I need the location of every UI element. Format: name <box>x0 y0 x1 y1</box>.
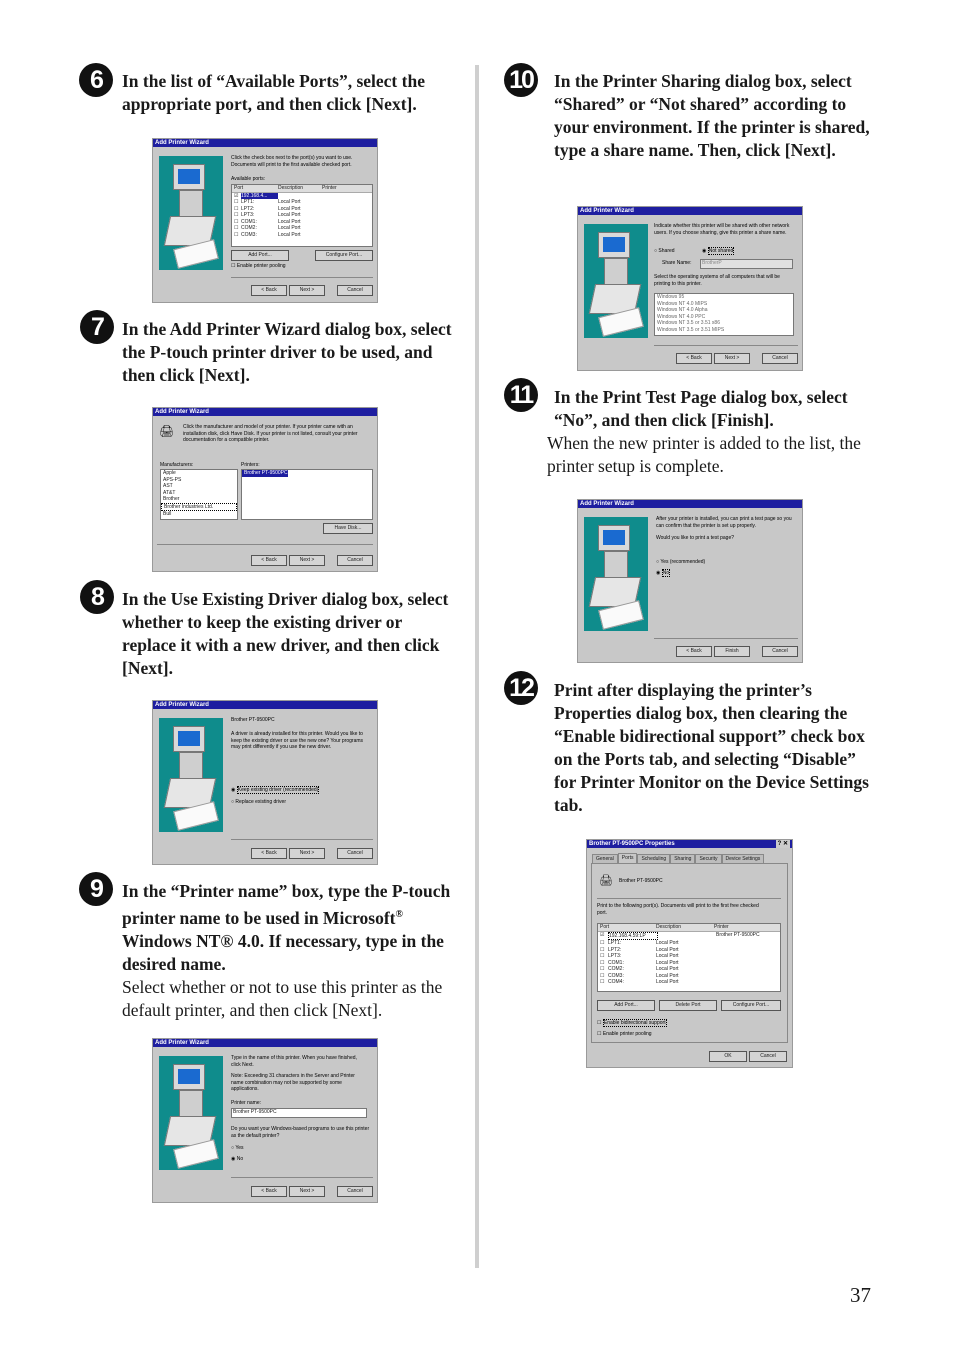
next-button[interactable]: Next > <box>714 353 750 364</box>
cancel-button[interactable]: Cancel <box>762 646 798 657</box>
step-6-text: In the list of “Available Ports”, select the appropriate port, and then click [Next]. <box>122 71 425 114</box>
printers-label: Printers: <box>241 462 260 468</box>
os-list[interactable] <box>654 293 794 336</box>
manufacturers-list[interactable] <box>160 469 238 520</box>
port-cell: LPT3: <box>241 212 255 218</box>
next-button[interactable]: Next > <box>289 285 325 296</box>
step-9-subtext: Select whether or not to use this printer as the default printer, and then click [Next]. <box>122 976 443 1020</box>
printer-icon: 🖨 <box>599 875 613 887</box>
col-port: Port <box>600 924 610 930</box>
dialog-title: Add Printer Wizard <box>578 207 802 215</box>
port-checkbox[interactable]: ☐ <box>234 231 239 238</box>
finish-button[interactable]: Finish <box>714 646 750 657</box>
ports-list[interactable] <box>231 184 373 247</box>
printer-model: Brother PT-9500PC <box>231 717 275 723</box>
list-item[interactable]: AST <box>163 483 173 489</box>
list-item[interactable]: AT&T <box>163 489 176 496</box>
test-no-radio[interactable]: ◉ No <box>656 570 670 576</box>
port-cell: COM1: <box>241 218 257 225</box>
description-cell: Local Port <box>278 218 301 225</box>
dialog-intro: Type in the name of this printer. When you have finished, click Next. <box>231 1055 357 1068</box>
printer-cell: Brother PT-9500PC <box>716 931 760 938</box>
description-cell: Local Port <box>656 966 679 972</box>
list-item[interactable]: Windows NT 3.5 or 3.51 x86 <box>657 320 720 326</box>
column-divider <box>475 65 479 1268</box>
step-9-text: In the “Printer name” box, type the P-touch printer name to be used in Microsoft® Windows NT® 4.0. If necessary, type in the desired name. Select whether or not to use this printer as the default printer, and then click [Next]. <box>122 881 451 1020</box>
list-item[interactable]: Windows NT 4.0 MIPS <box>657 300 708 307</box>
col-description: Description <box>278 185 304 191</box>
dialog-intro: Indicate whether this printer will be shared with other network users. If you choose sharing, give this printer a share name. <box>654 223 790 236</box>
col-port: Port <box>234 185 244 191</box>
ports-intro: Print to the following port(s). Documents will print to the first free checked port. <box>597 903 759 916</box>
dialog-title: Add Printer Wizard <box>153 1039 377 1047</box>
dialog-printer-properties <box>586 839 793 1068</box>
description-cell: Local Port <box>656 979 679 985</box>
dialog-title: Add Printer Wizard <box>153 701 377 709</box>
step-11-subtext: When the new printer is added to the list, the printer setup is complete. <box>547 433 861 476</box>
port-cell: COM1: <box>608 959 624 966</box>
dialog-title: Add Printer Wizard <box>153 408 377 416</box>
port-checkbox[interactable]: ☐ <box>600 972 605 979</box>
dialog-intro: After your printer is installed, you can print a test page so you can confirm that the printer is set up properly. <box>656 516 792 529</box>
port-checkbox[interactable]: ☐ <box>234 199 239 205</box>
col-printer: Printer <box>322 185 337 191</box>
close-icon[interactable]: ? ✕ <box>777 841 788 847</box>
add-port-button[interactable]: Add Port... <box>597 1000 655 1011</box>
port-cell: LPT1: <box>241 199 255 205</box>
tab-security[interactable]: Security <box>695 854 721 863</box>
port-cell: LPT3: <box>608 953 622 959</box>
add-port-button[interactable]: Add Port... <box>231 250 289 261</box>
tab-sharing[interactable]: Sharing <box>670 854 695 863</box>
tab-device-settings[interactable]: Device Settings <box>722 854 765 863</box>
port-cell: COM4: <box>608 979 624 985</box>
delete-port-button[interactable]: Delete Port <box>659 1000 717 1011</box>
list-item[interactable]: Windows NT 4.0 Alpha <box>657 307 708 313</box>
step-number-9: 9 <box>79 872 113 906</box>
description-cell: Local Port <box>278 205 301 212</box>
wizard-illustration <box>584 517 648 631</box>
wizard-illustration <box>159 156 223 270</box>
description-cell: Local Port <box>656 946 679 953</box>
port-checkbox[interactable]: ☐ <box>600 953 605 959</box>
description-cell <box>658 932 716 941</box>
test-page-question: Would you like to print a test page? <box>656 535 735 541</box>
port-checkbox[interactable]: ☐ <box>600 940 605 946</box>
port-cell: LPT2: <box>241 205 255 212</box>
step-10-text: In the Printer Sharing dialog box, select “Shared” or “Not shared” according to your environment. If the printer is shared, type a share name. Then, click [Next]. <box>554 71 870 160</box>
replace-driver-radio[interactable]: ○ Replace existing driver <box>231 799 287 805</box>
step-8-text: In the Use Existing Driver dialog box, select whether to keep the existing driver or replace it with a new driver, and then click [Next]. <box>122 589 449 678</box>
back-button[interactable]: < Back <box>676 646 712 657</box>
cancel-button[interactable]: Cancel <box>762 353 798 364</box>
cancel-button[interactable]: Cancel <box>337 285 373 296</box>
wizard-illustration <box>159 718 223 832</box>
list-item[interactable]: APS-PS <box>163 476 182 483</box>
description-cell: Local Port <box>278 231 301 238</box>
enable-pooling-checkbox[interactable]: ☐ Enable printer pooling <box>231 263 286 269</box>
not-shared-radio[interactable]: ◉ Not shared <box>702 248 734 254</box>
dialog-printer-name <box>152 1038 378 1203</box>
back-button[interactable]: < Back <box>251 1186 287 1197</box>
default-printer-question: Do you want your Windows-based programs to use this printer as the default printer? <box>231 1126 370 1139</box>
step-7-text: In the Add Printer Wizard dialog box, select the P-touch printer driver to be used, and then click [Next]. <box>122 319 452 385</box>
list-item[interactable]: Apple <box>163 470 176 476</box>
cancel-button[interactable]: Cancel <box>749 1051 787 1062</box>
dialog-printer-sharing <box>577 206 803 371</box>
port-checkbox[interactable]: ☐ <box>600 966 605 972</box>
step-number-8: 8 <box>80 580 114 614</box>
dialog-intro: Click the manufacturer and model of your printer. If your printer came with an installation disk, click Have Disk. If your printer is not listed, consult your printer documentation for a compatible printer. <box>183 424 358 443</box>
properties-title: Brother PT-9500PC Properties <box>589 841 675 847</box>
dialog-title: Add Printer Wizard <box>153 139 377 147</box>
step-number-10: 10 <box>504 63 538 97</box>
port-checkbox[interactable]: ☑ <box>600 931 605 938</box>
description-cell: Local Port <box>656 972 679 979</box>
properties-tabs <box>592 854 764 863</box>
dialog-intro: A driver is already installed for this printer. Would you like to keep the existing driver or use the new one? Your programs may print differently if you use the new driver. <box>231 731 364 750</box>
back-button[interactable]: < Back <box>251 285 287 296</box>
printer-name-label: Printer name: <box>231 1100 262 1106</box>
list-item[interactable]: Windows NT 4.0 PPC <box>657 313 706 320</box>
keep-driver-radio[interactable]: ◉ Keep existing driver (recommended) <box>231 787 319 793</box>
port-checkbox[interactable]: ☐ <box>600 946 605 953</box>
description-cell: Local Port <box>656 953 679 959</box>
tab-scheduling[interactable]: Scheduling <box>637 854 670 863</box>
step-12-text: Print after displaying the printer’s Properties dialog box, then clearing the “Enable bidirectional support” check box on the Ports tab, and selecting “Disable” for Printer Monitor on the Device Settings tab. <box>554 680 869 815</box>
table-row[interactable] <box>232 232 372 239</box>
step-number-7: 7 <box>80 310 114 344</box>
step-11-text: In the Print Test Page dialog box, select “No”, and then click [Finish]. <box>554 387 848 430</box>
step-number-11: 11 <box>504 378 538 412</box>
page-number: 37 <box>850 1283 871 1307</box>
cancel-button[interactable]: Cancel <box>337 1186 373 1197</box>
port-cell: LPT2: <box>608 946 622 953</box>
cancel-button[interactable]: Cancel <box>337 848 373 859</box>
shared-radio[interactable]: ○ Shared <box>654 248 675 254</box>
list-item[interactable]: Bull <box>163 511 172 517</box>
configure-port-button[interactable]: Configure Port... <box>315 250 373 261</box>
port-cell: LPT1: <box>608 940 622 946</box>
port-cell: COM3: <box>608 972 624 979</box>
tab-ports[interactable]: Ports <box>618 853 638 863</box>
list-item[interactable]: Windows NT 3.5 or 3.51 MIPS <box>657 326 725 333</box>
printer-name: Brother PT-9500PC <box>619 878 663 884</box>
manufacturers-label: Manufacturers: <box>160 462 194 468</box>
share-name-input[interactable]: BrotherP <box>700 259 793 269</box>
ports-list[interactable] <box>597 923 781 992</box>
next-button[interactable]: Next > <box>289 555 325 566</box>
default-no-radio[interactable]: ◉ No <box>231 1156 244 1162</box>
list-item[interactable]: Brother Industries Ltd. <box>161 503 237 512</box>
printer-icon: 🖨 <box>159 424 175 438</box>
next-button[interactable]: Next > <box>289 1186 325 1197</box>
wizard-illustration <box>159 1056 223 1170</box>
printer-name-input[interactable]: Brother PT-9500PC <box>231 1108 367 1118</box>
have-disk-button[interactable]: Have Disk... <box>323 523 373 534</box>
dialog-title: Add Printer Wizard <box>578 500 802 508</box>
description-cell: Local Port <box>656 940 679 946</box>
test-yes-radio[interactable]: ○ Yes (recommended) <box>656 559 706 565</box>
port-cell: COM3: <box>241 231 257 238</box>
description-cell: Local Port <box>278 199 301 205</box>
list-item[interactable]: Brother <box>163 496 180 502</box>
dialog-intro: Click the check box next to the port(s) you want to use. Documents will print to the first available checked port. <box>231 155 353 168</box>
table-row[interactable] <box>598 979 780 986</box>
bidirectional-checkbox[interactable]: ☐ Enable bidirectional support <box>597 1020 666 1026</box>
port-checkbox[interactable]: ☐ <box>600 979 605 985</box>
dialog-available-ports <box>152 138 378 303</box>
port-checkbox[interactable]: ☑ <box>234 192 239 199</box>
description-cell: Local Port <box>656 959 679 966</box>
wizard-illustration <box>584 224 648 338</box>
share-name-label: Share Name: <box>662 260 692 266</box>
dialog-existing-driver <box>152 700 378 865</box>
table-row[interactable] <box>598 932 780 941</box>
back-button[interactable]: < Back <box>251 848 287 859</box>
default-yes-radio[interactable]: ○ Yes <box>231 1145 244 1151</box>
tab-general[interactable]: General <box>592 854 618 863</box>
os-label: Select the operating systems of all computers that will be printing to this printer. <box>654 274 780 287</box>
port-checkbox[interactable]: ☐ <box>234 212 239 218</box>
printers-list[interactable] <box>241 469 373 520</box>
dialog-print-test-page <box>577 499 803 663</box>
dialog-note: Note: Exceeding 31 characters in the Server and Printer name combination may not be supported by some applications. <box>231 1073 355 1092</box>
port-cell: 192.168.4... <box>241 193 278 200</box>
selected-printer[interactable]: Brother PT-9500PC <box>244 470 288 476</box>
port-checkbox[interactable]: ☐ <box>234 225 239 231</box>
col-description: Description <box>656 924 682 930</box>
port-cell: 192.168.4.59:LP <box>608 932 658 941</box>
step-number-12: 12 <box>504 671 538 705</box>
port-checkbox[interactable]: ☐ <box>234 218 239 225</box>
description-cell: Local Port <box>278 225 301 231</box>
available-ports-label: Available ports: <box>231 176 266 182</box>
port-checkbox[interactable]: ☐ <box>234 205 239 212</box>
pooling-checkbox[interactable]: ☐ Enable printer pooling <box>597 1031 652 1037</box>
cancel-button[interactable]: Cancel <box>337 555 373 566</box>
configure-port-button[interactable]: Configure Port... <box>721 1000 781 1011</box>
back-button[interactable]: < Back <box>251 555 287 566</box>
ok-button[interactable]: OK <box>709 1051 747 1062</box>
back-button[interactable]: < Back <box>676 353 712 364</box>
dialog-select-driver <box>152 407 378 572</box>
port-cell: COM2: <box>241 225 257 231</box>
step-number-6: 6 <box>79 63 113 97</box>
col-printer: Printer <box>714 924 729 930</box>
next-button[interactable]: Next > <box>289 848 325 859</box>
list-item[interactable]: Windows 95 <box>657 294 685 300</box>
port-cell: COM2: <box>608 966 624 972</box>
description-cell: Local Port <box>278 212 301 218</box>
port-checkbox[interactable]: ☐ <box>600 959 605 966</box>
